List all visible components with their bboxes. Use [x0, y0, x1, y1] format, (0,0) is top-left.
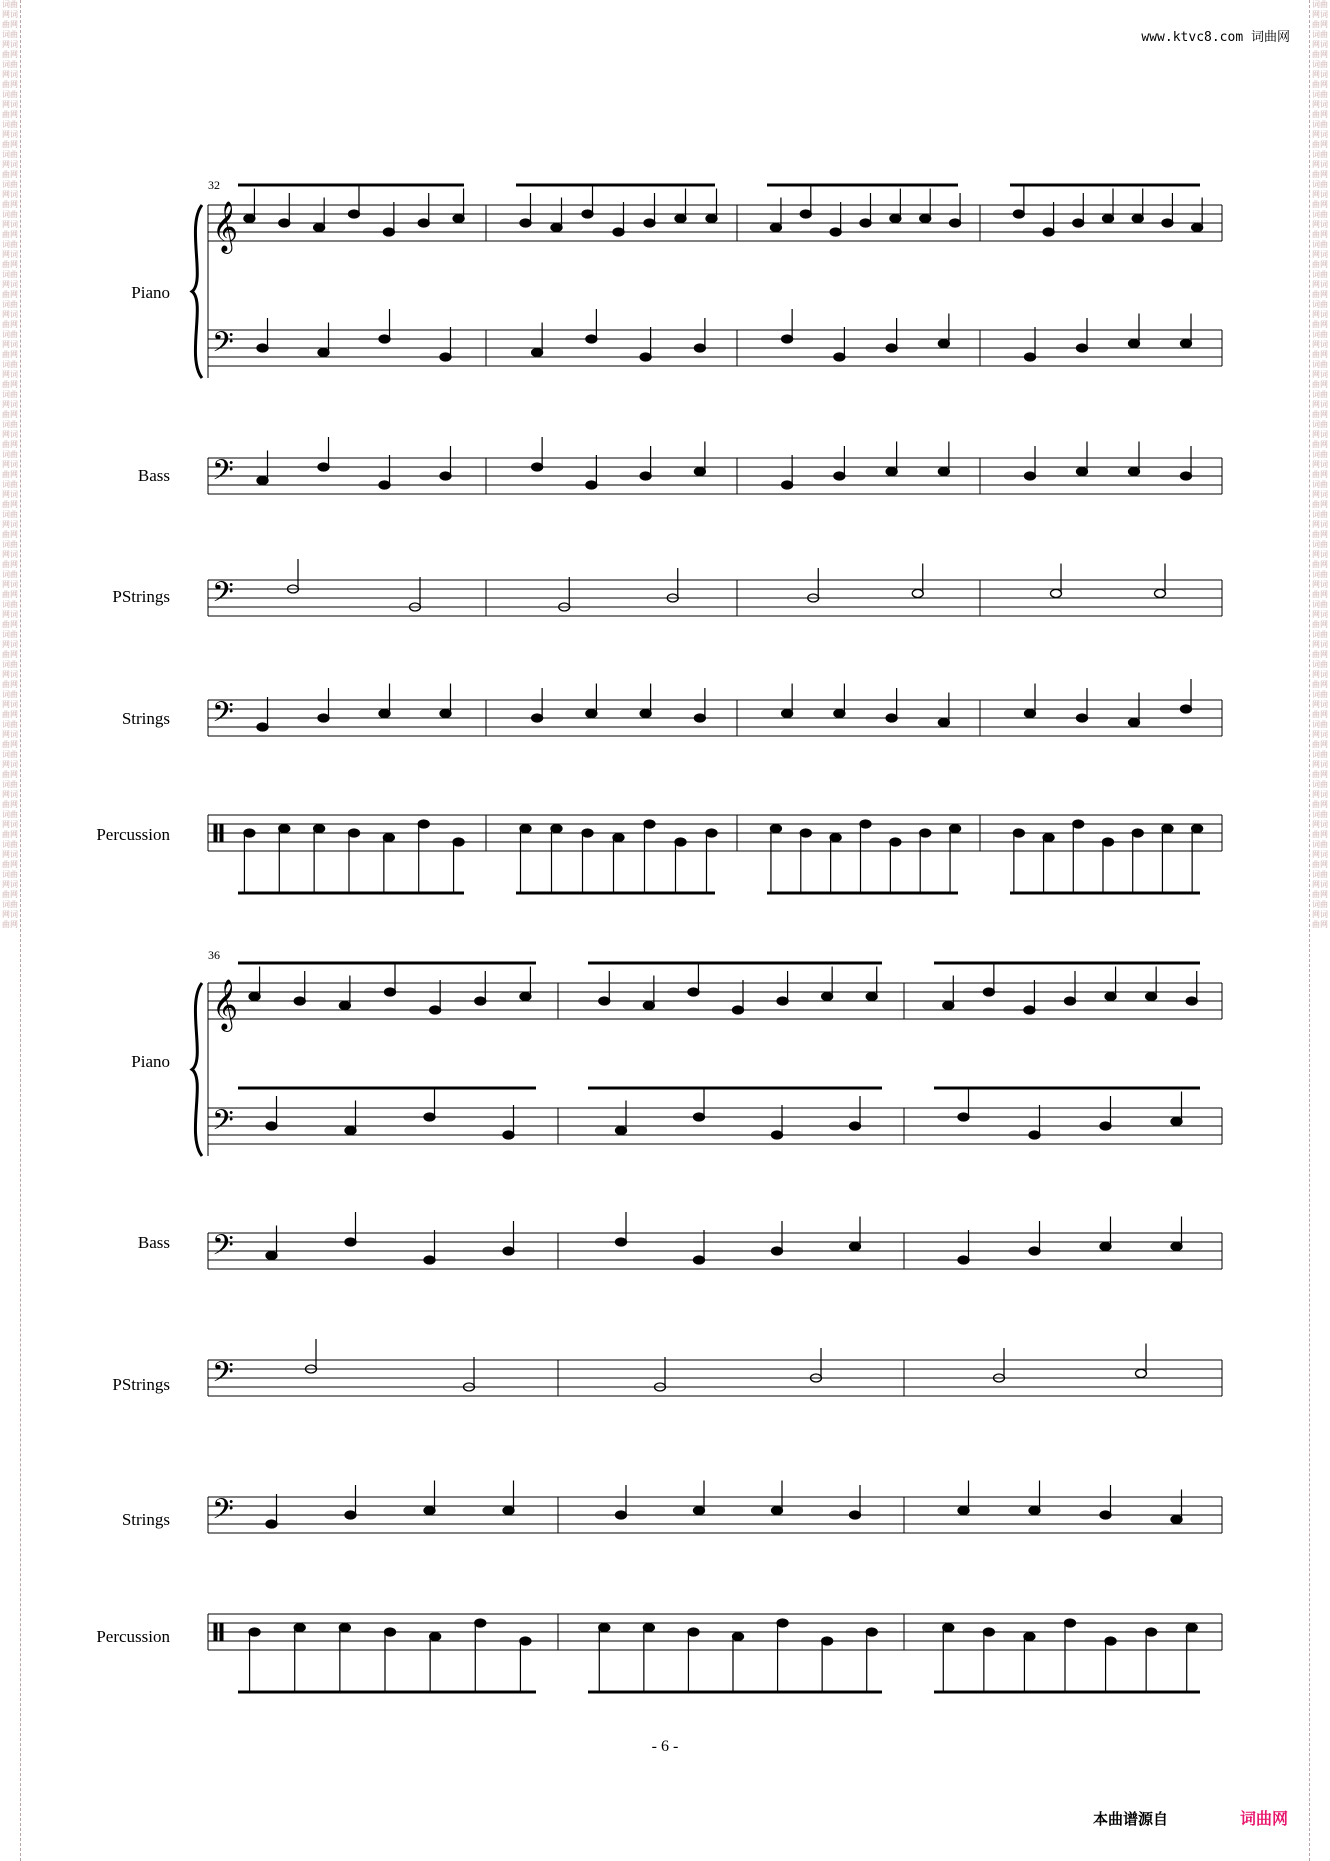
note-head [616, 1238, 627, 1246]
note-head [1051, 590, 1062, 598]
note-head [943, 1624, 954, 1632]
note-head [418, 219, 429, 227]
note-head [938, 468, 949, 476]
footer-source-label: 本曲谱源自 [1093, 1810, 1169, 1828]
note-head [520, 825, 531, 833]
note-head [318, 349, 329, 357]
note-head [1043, 834, 1054, 842]
note-head [266, 1520, 277, 1528]
note-head [1065, 1619, 1076, 1627]
note-head [772, 1131, 783, 1139]
note-head [1029, 1507, 1040, 1515]
note-head [520, 1637, 531, 1645]
note-head [912, 590, 923, 598]
note-head [1171, 1243, 1182, 1251]
note-head [279, 825, 290, 833]
note-head [772, 1247, 783, 1255]
note-head [822, 993, 833, 1001]
note-head [599, 1624, 610, 1632]
note-head [586, 335, 597, 343]
note-head [503, 1247, 514, 1255]
note-head [440, 353, 451, 361]
note-head [1100, 1511, 1111, 1519]
note-head [586, 481, 597, 489]
note-head [782, 481, 793, 489]
note-head [830, 228, 841, 236]
instrument-label-pstrings-1: PStrings [112, 587, 170, 606]
bass-clef: 𝄢 [212, 576, 234, 616]
note-head [777, 997, 788, 1005]
right-strip-text: 词曲网词曲网词曲网词曲网词曲网词曲网词曲网词曲网词曲网词曲网词曲网词曲网词曲网词曲网词曲网词曲网词曲网词曲网词曲网词曲网词曲网词曲网词曲网词曲网词曲网词曲网词曲网词曲网词曲网词曲网词曲网词曲网词曲网词曲网词曲网词曲网词曲网词曲网词曲网词曲网词曲网词曲网词曲网词曲网词曲网词曲网词曲网词曲网词曲网词曲网词曲网词曲网词曲网词曲网词曲网词曲网词曲网词曲网词曲网词曲网词曲网词曲网 [1312, 0, 1328, 929]
bass-clef: 𝄢 [212, 454, 234, 494]
note-head [1025, 710, 1036, 718]
note-head [920, 215, 931, 223]
note-head [379, 335, 390, 343]
note-head [1077, 714, 1088, 722]
note-head [1155, 590, 1166, 598]
note-head [1077, 344, 1088, 352]
note-head [599, 997, 610, 1005]
instrument-label-strings-2: Strings [121, 1510, 170, 1529]
instrument-label-piano-1: Piano [131, 283, 170, 302]
note-head [257, 723, 268, 731]
note-head [706, 215, 717, 223]
note-head [1192, 825, 1203, 833]
note-head [694, 344, 705, 352]
note-head [850, 1511, 861, 1519]
note-head [385, 1628, 396, 1636]
note-head [800, 210, 811, 218]
note-head [644, 219, 655, 227]
note-head [1024, 1006, 1035, 1014]
note-head [1025, 472, 1036, 480]
note-head [613, 228, 624, 236]
note-head [675, 838, 686, 846]
note-head [266, 1122, 277, 1130]
site-url: www.ktvc8.com [1141, 30, 1244, 45]
note-head [244, 829, 255, 837]
note-head [339, 1002, 350, 1010]
note-head [1186, 997, 1197, 1005]
note-head [782, 335, 793, 343]
note-head [279, 219, 290, 227]
note-head [860, 219, 871, 227]
note-head [257, 344, 268, 352]
note-head [1181, 705, 1192, 713]
note-head [860, 820, 871, 828]
note-head [582, 210, 593, 218]
note-head [551, 825, 562, 833]
note-head [694, 1256, 705, 1264]
note-head [424, 1113, 435, 1121]
bass-clef: 𝄢 [212, 696, 234, 736]
note-head [318, 714, 329, 722]
note-head [822, 1637, 833, 1645]
note-head [383, 228, 394, 236]
left-strip-text: 词曲网词曲网词曲网词曲网词曲网词曲网词曲网词曲网词曲网词曲网词曲网词曲网词曲网词曲网词曲网词曲网词曲网词曲网词曲网词曲网词曲网词曲网词曲网词曲网词曲网词曲网词曲网词曲网词曲网词曲网词曲网词曲网词曲网词曲网词曲网词曲网词曲网词曲网词曲网词曲网词曲网词曲网词曲网词曲网词曲网词曲网词曲网词曲网词曲网词曲网词曲网词曲网词曲网词曲网词曲网词曲网词曲网词曲网词曲网词曲网词曲网词曲网 [2, 0, 18, 929]
note-head [379, 710, 390, 718]
note-head [866, 1628, 877, 1636]
note-head [890, 838, 901, 846]
note-head [1029, 1131, 1040, 1139]
note-head [503, 1131, 514, 1139]
note-head [1043, 228, 1054, 236]
note-head [706, 829, 717, 837]
note-head [850, 1243, 861, 1251]
bass-clef: 𝄢 [212, 1104, 234, 1144]
note-head [613, 834, 624, 842]
note-head [294, 1624, 305, 1632]
note-head [1065, 997, 1076, 1005]
instrument-label-pstrings-2: PStrings [112, 1375, 170, 1394]
note-head [834, 710, 845, 718]
note-head [1105, 1637, 1116, 1645]
note-head [938, 340, 949, 348]
note-head [1103, 838, 1114, 846]
note-head [1013, 210, 1024, 218]
note-head [475, 1619, 486, 1627]
note-head [1077, 468, 1088, 476]
note-head [266, 1252, 277, 1260]
note-head [886, 344, 897, 352]
note-head [418, 820, 429, 828]
note-head [644, 820, 655, 828]
note-head [1029, 1247, 1040, 1255]
note-head [950, 825, 961, 833]
note-head [694, 714, 705, 722]
note-head [886, 468, 897, 476]
measure-number-system-1: 32 [208, 178, 220, 192]
note-head [733, 1006, 744, 1014]
instrument-label-percussion-1: Percussion [96, 825, 170, 844]
note-head [1129, 719, 1140, 727]
note-head [1146, 993, 1157, 1001]
note-head [314, 224, 325, 232]
percussion-clef [220, 1623, 223, 1641]
note-head [349, 210, 360, 218]
note-head [440, 710, 451, 718]
note-head [1105, 993, 1116, 1001]
bass-clef: 𝄢 [212, 1229, 234, 1269]
note-head [257, 477, 268, 485]
note-head [314, 825, 325, 833]
note-head [430, 1006, 441, 1014]
note-head [520, 993, 531, 1001]
note-head [244, 215, 255, 223]
note-head [640, 710, 651, 718]
note-head [345, 1127, 356, 1135]
note-head [339, 1624, 350, 1632]
note-head [733, 1633, 744, 1641]
instrument-label-percussion-2: Percussion [96, 1627, 170, 1646]
note-head [1162, 219, 1173, 227]
note-head [453, 838, 464, 846]
footer-brand: 词曲网 [1240, 1809, 1289, 1828]
note-head [532, 714, 543, 722]
note-head [777, 1619, 788, 1627]
note-head [385, 988, 396, 996]
note-head [1136, 1370, 1147, 1378]
note-head [866, 993, 877, 1001]
site-name: 词曲网 [1250, 30, 1290, 45]
note-head [950, 219, 961, 227]
note-head [616, 1511, 627, 1519]
note-head [772, 1507, 783, 1515]
instrument-label-piano-2: Piano [131, 1052, 170, 1071]
instrument-label-strings-1: Strings [121, 709, 170, 728]
note-head [1024, 1633, 1035, 1641]
note-head [1132, 829, 1143, 837]
note-head [1073, 219, 1084, 227]
note-head [694, 1507, 705, 1515]
note-head [1103, 215, 1114, 223]
bass-clef: 𝄢 [212, 1493, 234, 1533]
note-head [1129, 468, 1140, 476]
note-head [1073, 820, 1084, 828]
note-head [586, 710, 597, 718]
percussion-clef [220, 824, 223, 842]
note-head [1162, 825, 1173, 833]
note-head [1171, 1516, 1182, 1524]
instrument-label-bass-1: Bass [137, 466, 170, 485]
note-head [886, 714, 897, 722]
note-head [850, 1122, 861, 1130]
bass-clef: 𝄢 [212, 1356, 234, 1396]
percussion-clef [214, 824, 217, 842]
note-head [983, 988, 994, 996]
note-head [1132, 215, 1143, 223]
note-head [383, 834, 394, 842]
note-head [920, 829, 931, 837]
note-head [983, 1628, 994, 1636]
note-head [345, 1238, 356, 1246]
note-head [800, 829, 811, 837]
note-head [890, 215, 901, 223]
note-head [958, 1507, 969, 1515]
note-head [520, 219, 531, 227]
note-head [440, 472, 451, 480]
note-head [1146, 1628, 1157, 1636]
percussion-clef [214, 1623, 217, 1641]
note-head [1100, 1122, 1111, 1130]
note-head [1181, 340, 1192, 348]
note-head [582, 829, 593, 837]
measure-number-system-2: 36 [208, 948, 220, 962]
note-head [694, 1113, 705, 1121]
note-head [643, 1624, 654, 1632]
note-head [1186, 1624, 1197, 1632]
note-head [1013, 829, 1024, 837]
note-head [643, 1002, 654, 1010]
note-head [430, 1633, 441, 1641]
note-head [834, 472, 845, 480]
note-head [294, 997, 305, 1005]
note-head [830, 834, 841, 842]
note-head [475, 997, 486, 1005]
treble-clef: 𝄞 [212, 979, 239, 1030]
note-head [834, 353, 845, 361]
note-head [675, 215, 686, 223]
note-head [1171, 1118, 1182, 1126]
bass-clef: 𝄢 [212, 326, 234, 366]
note-head [532, 463, 543, 471]
note-head [318, 463, 329, 471]
note-head [694, 468, 705, 476]
note-head [503, 1507, 514, 1515]
instrument-label-bass-2: Bass [137, 1233, 170, 1252]
note-head [1192, 224, 1203, 232]
piano-brace [192, 983, 202, 1156]
note-head [249, 993, 260, 1001]
note-head [943, 1002, 954, 1010]
note-head [688, 1628, 699, 1636]
page-number: - 6 - [651, 1738, 679, 1755]
note-head [616, 1127, 627, 1135]
note-head [958, 1113, 969, 1121]
note-head [532, 349, 543, 357]
note-head [770, 825, 781, 833]
note-head [424, 1507, 435, 1515]
note-head [1129, 340, 1140, 348]
note-head [1100, 1243, 1111, 1251]
note-head [551, 224, 562, 232]
note-head [345, 1511, 356, 1519]
piano-brace [192, 205, 202, 378]
note-head [782, 710, 793, 718]
note-head [1025, 353, 1036, 361]
note-head [640, 472, 651, 480]
note-head [453, 215, 464, 223]
treble-clef: 𝄞 [212, 201, 239, 252]
note-head [379, 481, 390, 489]
note-head [688, 988, 699, 996]
note-head [958, 1256, 969, 1264]
note-head [424, 1256, 435, 1264]
note-head [249, 1628, 260, 1636]
note-head [938, 719, 949, 727]
note-head [770, 224, 781, 232]
note-head [640, 353, 651, 361]
note-head [1181, 472, 1192, 480]
note-head [349, 829, 360, 837]
